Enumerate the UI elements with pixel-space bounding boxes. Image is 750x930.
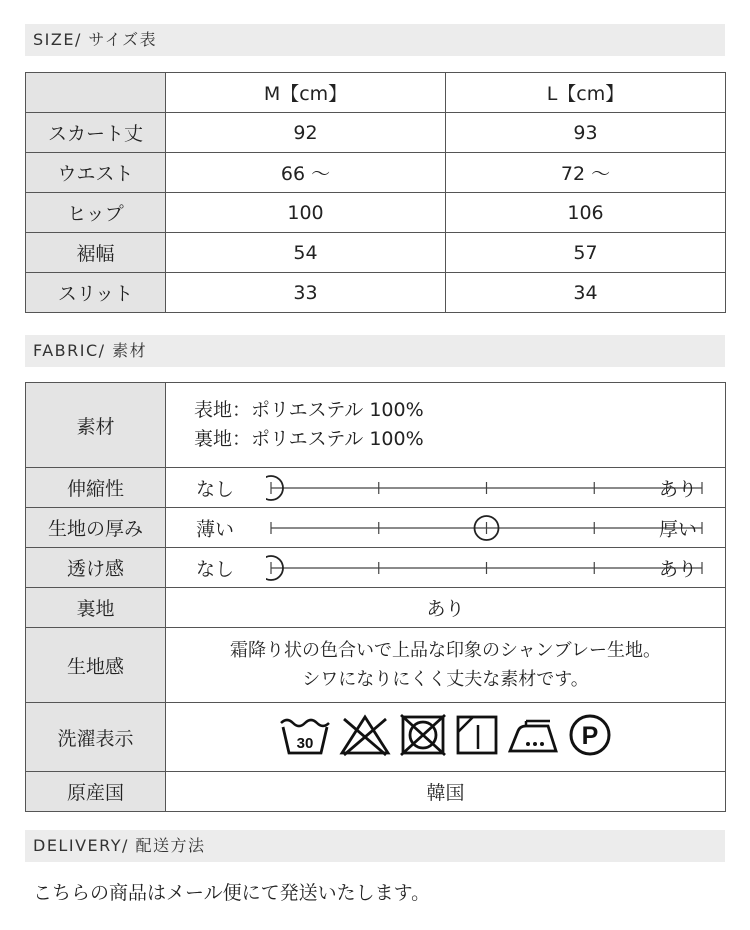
row-label: 裾幅 (26, 233, 166, 273)
delivery-text: こちらの商品はメール便にて発送いたします。 (33, 882, 431, 904)
size-m-value: 33 (166, 273, 446, 313)
material-row (26, 383, 726, 468)
size-l-value: 57 (446, 233, 726, 273)
scale-min-label: 薄い (196, 518, 235, 540)
size-l-value: 72 〜 (446, 153, 726, 193)
wash-temp-label: 30 (296, 734, 313, 752)
scale-max-label: あり (658, 558, 697, 580)
thickness-label: 生地の厚み (26, 508, 166, 548)
line-dry-shade-icon (454, 713, 500, 757)
material-line-2: 裏地：ポリエステル 100% (194, 428, 424, 450)
size-m-value: 92 (166, 113, 446, 153)
origin-value: 韓国 (166, 772, 726, 812)
material-label: 素材 (26, 383, 166, 468)
dry-clean-p-icon (566, 713, 614, 757)
origin-label: 原産国 (26, 772, 166, 812)
table-row (26, 273, 726, 313)
delivery-section-title: DELIVERY/ 配送方法 (25, 830, 725, 862)
lining-row (26, 588, 726, 628)
lining-label: 裏地 (26, 588, 166, 628)
thickness-row (26, 508, 726, 548)
texture-label: 生地感 (26, 628, 166, 703)
wash-30-icon (278, 713, 332, 757)
texture-line-2: シワになりにくく丈夫な素材です。 (302, 669, 589, 690)
fabric-section-title: FABRIC/ 素材 (25, 335, 725, 367)
fabric-table (25, 382, 726, 812)
stretch-label: 伸縮性 (26, 468, 166, 508)
size-l-value: 34 (446, 273, 726, 313)
table-row (26, 193, 726, 233)
sheerness-row (26, 548, 726, 588)
row-label: ヒップ (26, 193, 166, 233)
stretch-row (26, 468, 726, 508)
care-label: 洗濯表示 (26, 703, 166, 772)
scale-max-label: 厚い (658, 518, 697, 540)
iron-low-icon (506, 713, 560, 757)
thickness-scale (166, 508, 726, 548)
stretch-scale (166, 468, 726, 508)
no-bleach-icon (338, 713, 392, 757)
material-value (166, 383, 726, 468)
sheerness-label: 透け感 (26, 548, 166, 588)
dry-clean-letter: P (581, 721, 598, 750)
size-section-title: SIZE/ サイズ表 (25, 24, 725, 56)
sheerness-scale-graphic (266, 555, 706, 581)
size-header-m: M【cm】 (166, 73, 446, 113)
no-tumble-dry-icon (398, 713, 448, 757)
size-l-value: 93 (446, 113, 726, 153)
size-header-empty (26, 73, 166, 113)
origin-row (26, 772, 726, 812)
size-m-value: 100 (166, 193, 446, 233)
scale-min-label: なし (196, 478, 235, 500)
size-table (25, 72, 726, 313)
stretch-scale-graphic (266, 475, 706, 501)
scale-max-label: あり (658, 478, 697, 500)
size-header-l: L【cm】 (446, 73, 726, 113)
table-row (26, 233, 726, 273)
sheerness-scale (166, 548, 726, 588)
lining-value: あり (166, 588, 726, 628)
size-m-value: 54 (166, 233, 446, 273)
table-row (26, 153, 726, 193)
thickness-scale-graphic (266, 515, 706, 541)
row-label: スリット (26, 273, 166, 313)
care-row (26, 703, 726, 772)
care-icons-cell (166, 703, 726, 772)
row-label: ウエスト (26, 153, 166, 193)
row-label: スカート丈 (26, 113, 166, 153)
texture-value (166, 628, 726, 703)
size-header-row (26, 73, 726, 113)
table-row (26, 113, 726, 153)
texture-line-1: 霜降り状の色合いで上品な印象のシャンブレー生地。 (230, 640, 661, 661)
texture-row (26, 628, 726, 703)
scale-min-label: なし (196, 558, 235, 580)
size-m-value: 66 〜 (166, 153, 446, 193)
material-line-1: 表地：ポリエステル 100% (194, 399, 424, 421)
size-l-value: 106 (446, 193, 726, 233)
